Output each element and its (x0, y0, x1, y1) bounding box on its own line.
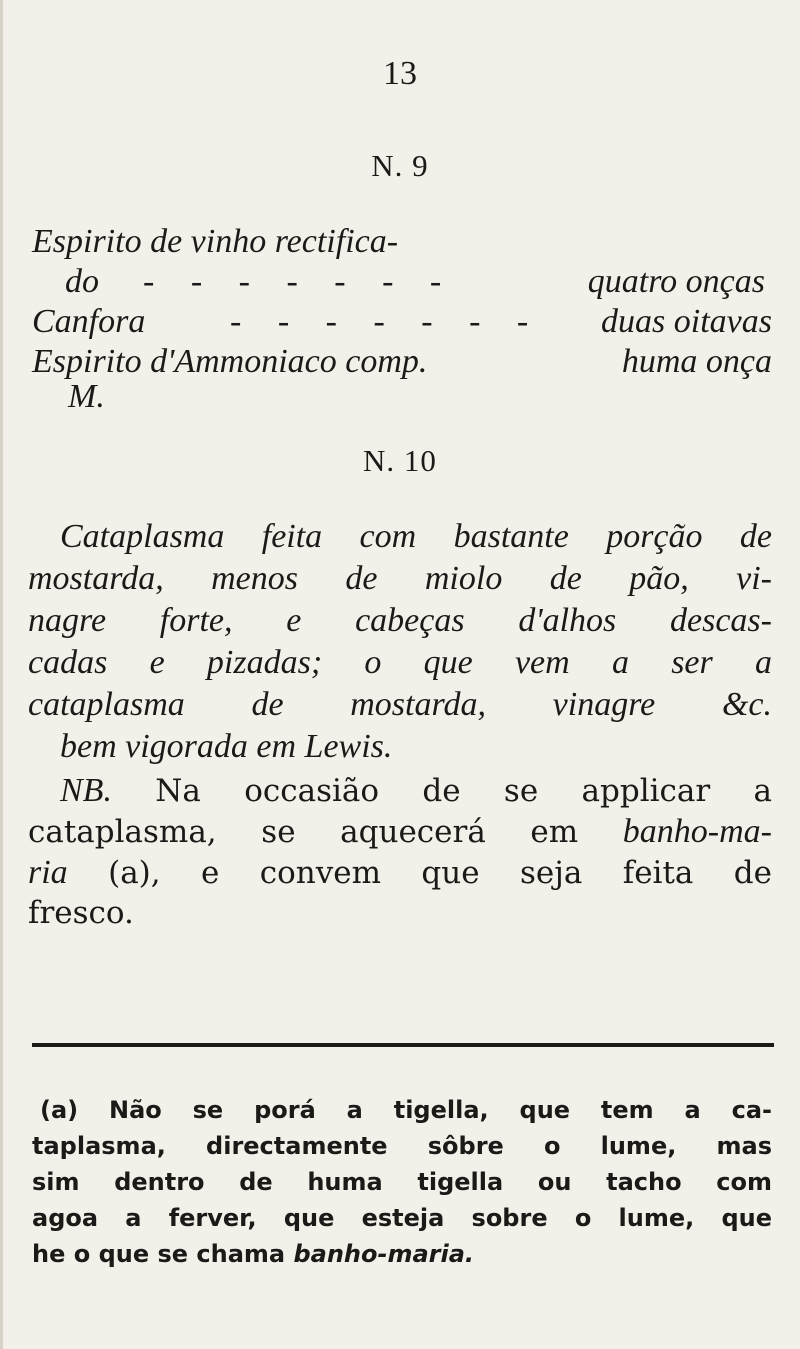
recipe-10-line-3: nagre forte, e cabeças d'alhos descas- (28, 602, 772, 639)
footnote-divider (32, 1043, 774, 1047)
page-edge (0, 0, 3, 1349)
footnote-line-2: taplasma, directamente sôbre o lume, mas (32, 1132, 772, 1160)
recipe-10-line-1: Cataplasma feita com bastante porção de (60, 518, 772, 555)
footnote-text: he o que se chama (32, 1240, 286, 1268)
footnote-line-1: (a) Não se porá a tigella, que tem a ca- (40, 1096, 772, 1124)
recipe-10-line-6: bem vigorada em Lewis. (60, 728, 393, 765)
recipe-10-line-4: cadas e pizadas; o que vem a ser a (28, 644, 772, 681)
ingredient-quantity: quatro onças (587, 263, 765, 300)
leader-dashes: - - - - - - - (230, 303, 543, 340)
ingredient-name: do (65, 263, 99, 300)
page-number: 13 (383, 55, 417, 92)
nb-line-3 (28, 854, 772, 892)
ingredient-name: Espirito d'Ammoniaco comp. (32, 343, 428, 380)
nb-line-4: fresco. (28, 895, 134, 931)
nb-italic: ria (28, 854, 68, 891)
ingredient-name: Espirito de vinho rectifica- (32, 223, 399, 260)
recipe-10-line-2: mostarda, menos de miolo de pão, vi- (28, 560, 772, 597)
nb-text: cataplasma, se aquecerá em (28, 814, 579, 850)
footnote-line-4: agoa a ferver, que esteja sobre o lume, que (32, 1204, 772, 1232)
footnote-italic: banho-maria. (293, 1240, 475, 1268)
leader-dashes: - - - - - - - (143, 263, 456, 300)
recipe-10-heading: N. 10 (363, 443, 437, 478)
ingredient-quantity: duas oitavas (601, 303, 772, 340)
nb-italic: banho-ma- (622, 813, 772, 850)
recipe-10-line-5: cataplasma de mostarda, vinagre &c. (28, 686, 772, 723)
nb-text: Na occasião de se applicar a (155, 773, 772, 809)
nb-label: NB. (60, 772, 112, 809)
footnote-line-3: sim dentro de huma tigella ou tacho com (32, 1168, 772, 1196)
recipe-9-line-5 (68, 378, 800, 424)
mix-instruction: M. (68, 378, 105, 415)
footnote-line-5 (32, 1240, 772, 1268)
recipe-9-heading: N. 9 (371, 148, 429, 183)
nb-line-2 (28, 813, 772, 851)
ingredient-quantity: huma onça (621, 343, 772, 380)
nb-text: (a), e convem que seja feita de (108, 855, 772, 891)
nb-line-1 (60, 772, 772, 810)
ingredient-name: Canfora (32, 303, 146, 340)
